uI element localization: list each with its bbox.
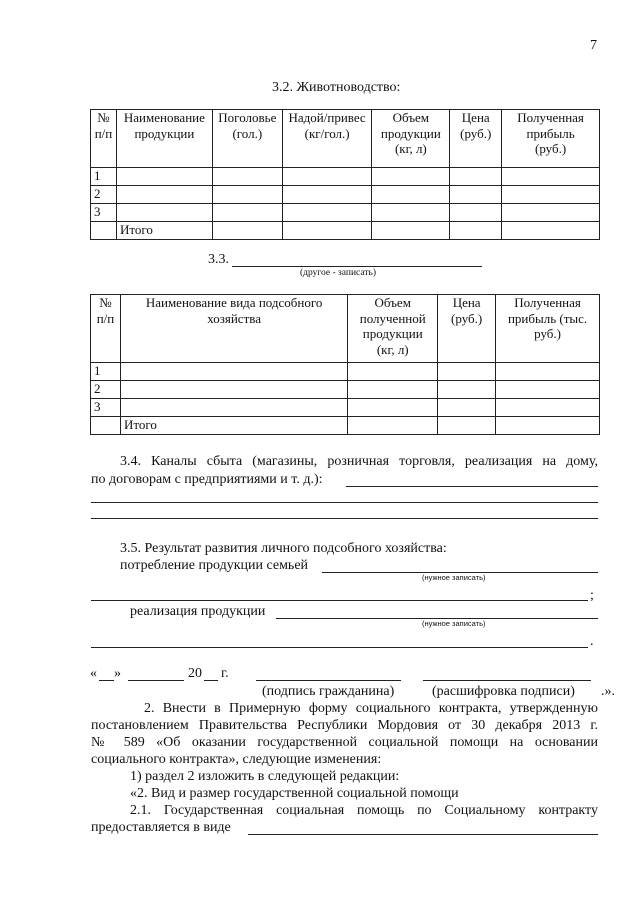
header-price: Цена (руб.) [438, 295, 496, 363]
section-3-4-line1: 3.4. Каналы сбыта (магазины, розничная торговля, реализация на дому, [120, 454, 598, 469]
other-fill-line[interactable] [232, 266, 482, 267]
paragraph-2-line1: 2. Внести в Примерную форму социального контракта, утвержденную [144, 701, 598, 716]
table-row: 3 [91, 204, 600, 222]
section-3-5-title: 3.5. Результат развития личного подсобного хозяйства: [120, 541, 447, 556]
livestock-table [90, 109, 600, 240]
sales-fill-line-1[interactable] [346, 486, 598, 487]
other-caption: (другое - записать) [300, 268, 376, 278]
assistance-form-fill-line[interactable] [248, 834, 598, 835]
header-num: № п/п [91, 110, 117, 168]
signature-caption: (подпись гражданина) [262, 684, 395, 699]
header-profit: Полученная прибыль (руб.) [502, 110, 600, 168]
signature-line[interactable] [256, 680, 401, 681]
subsidiary-table [90, 294, 600, 435]
month-fill-line[interactable] [128, 680, 184, 681]
paragraph-2-line3: № 589 «Об оказании государственной социальной помощи на основании [91, 735, 598, 750]
paragraph-2-line4: социального контракта», следующие изменения: [91, 752, 382, 767]
paragraph-2-line2: постановлением Правительства Республики Мордовия от 30 декабря 2013 г. [91, 718, 598, 733]
header-yield: Надой/привес (кг/гол.) [282, 110, 372, 168]
section-3-2-title: 3.2. Животноводство: [272, 80, 401, 95]
item-2: «2. Вид и размер государственной социальной помощи [130, 786, 459, 801]
header-volume: Объем продукции (кг, л) [372, 110, 450, 168]
header-livestock: Поголовье (гол.) [212, 110, 282, 168]
header-kind-name: Наименование вида подсобного хозяйства [120, 295, 347, 363]
table-row: 2 [91, 381, 600, 399]
table-row: 1 [91, 363, 600, 381]
header-num: № п/п [91, 295, 121, 363]
header-product-name: Наименование продукции [116, 110, 212, 168]
sales-fill-line-2[interactable] [91, 502, 598, 503]
date-open-quote: « [90, 666, 97, 681]
date-close-quote: » [114, 666, 121, 681]
consumption-label: потребление продукции семьей [120, 558, 309, 573]
header-profit: Полученная прибыль (тыс. руб.) [496, 295, 600, 363]
year-fill-line[interactable] [204, 680, 218, 681]
decode-line[interactable] [423, 680, 591, 681]
consumption-caption: (нужное записать) [422, 573, 486, 582]
day-fill-line[interactable] [99, 680, 114, 681]
period: . [590, 634, 594, 649]
sale-fill-line-2[interactable] [91, 647, 588, 648]
semicolon: ; [590, 588, 594, 603]
header-volume: Объем полученной продукции (кг, л) [348, 295, 438, 363]
item-3-line2: предоставляется в виде [91, 820, 231, 835]
table-total-row: Итого [91, 417, 600, 435]
table-total-row: Итого [91, 222, 600, 240]
sale-caption: (нужное записать) [422, 619, 486, 628]
table-row: 3 [91, 399, 600, 417]
page-number: 7 [590, 38, 597, 53]
decode-caption: (расшифровка подписи) [432, 684, 575, 699]
table-row: 2 [91, 186, 600, 204]
year-prefix: 20 [188, 666, 202, 681]
header-price: Цена (руб.) [450, 110, 502, 168]
section-3-4-line2: по договорам с предприятиями и т. д.): [91, 472, 323, 487]
quote-end: .». [601, 684, 615, 699]
table-row: 1 [91, 168, 600, 186]
section-3-3-label: 3.3. [208, 252, 229, 267]
year-suffix: г. [221, 666, 229, 681]
sale-label: реализация продукции [130, 604, 266, 619]
table-header-row [91, 110, 600, 168]
item-1: 1) раздел 2 изложить в следующей редакции: [130, 769, 400, 784]
table-header-row [91, 295, 600, 363]
sales-fill-line-3[interactable] [91, 518, 598, 519]
consumption-fill-line-2[interactable] [91, 600, 588, 601]
item-3-line1: 2.1. Государственная социальная помощь по Социальному контракту [130, 803, 598, 818]
